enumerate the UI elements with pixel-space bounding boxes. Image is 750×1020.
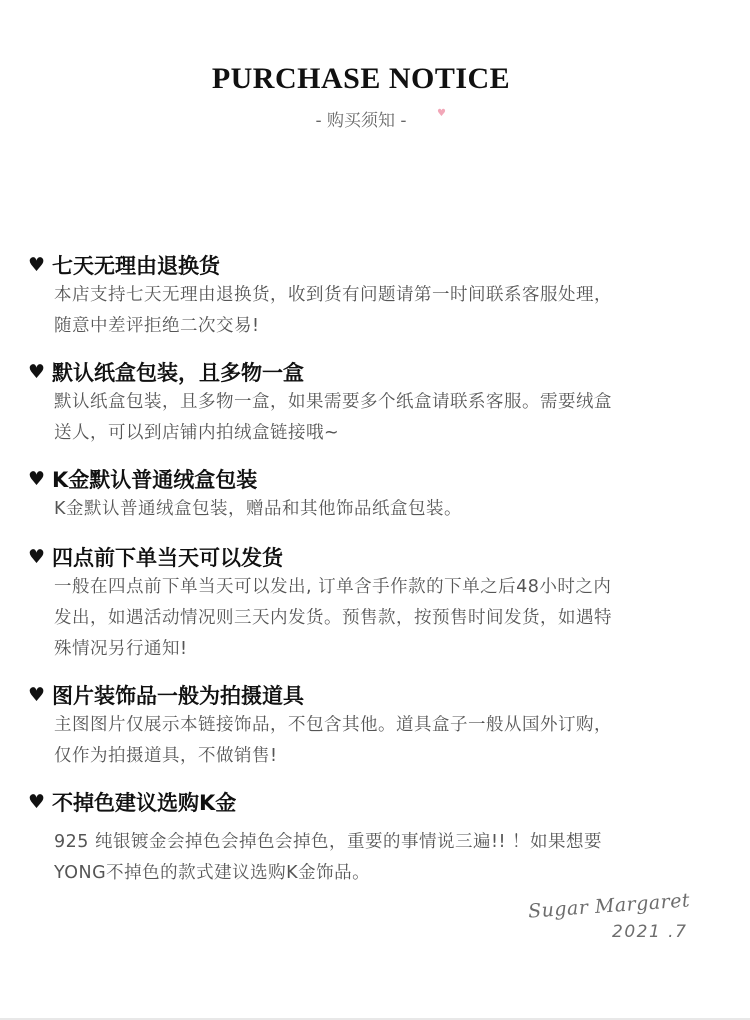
section-heading-text: 不掉色建议选购K金 xyxy=(52,791,237,815)
section-heading-text: 图片装饰品一般为拍摄道具 xyxy=(52,684,304,708)
section-body xyxy=(54,494,728,525)
signature-date: 2021 .7 xyxy=(612,922,688,942)
section-gold-packaging xyxy=(28,464,728,525)
subtitle-text: - 购买须知 - xyxy=(315,111,407,131)
body-line: 主图图片仅展示本链接饰品，不包含其他。道具盒子一般从国外订购， xyxy=(54,715,612,735)
section-body xyxy=(54,387,728,449)
section-body xyxy=(54,572,728,665)
section-packaging xyxy=(28,357,728,449)
section-heading xyxy=(28,464,728,494)
section-heading xyxy=(28,542,728,572)
heart-icon: ♥ xyxy=(28,467,46,490)
section-props xyxy=(28,680,728,772)
section-heading-text: 默认纸盒包装，且多物一盒 xyxy=(52,361,304,385)
body-line: YONG不掉色的款式建议选购K金饰品。 xyxy=(54,863,371,883)
heart-icon: ♥ xyxy=(437,108,446,119)
heart-icon: ♥ xyxy=(28,790,46,813)
section-heading xyxy=(28,787,728,817)
section-return-policy xyxy=(28,250,728,342)
body-line: 殊情况另行通知! xyxy=(54,639,188,659)
section-heading xyxy=(28,357,728,387)
body-line: 送人，可以到店铺内拍绒盒链接哦~ xyxy=(54,423,340,443)
section-heading-text: 七天无理由退换货 xyxy=(52,254,220,278)
section-heading-text: 四点前下单当天可以发货 xyxy=(52,546,283,570)
body-line: 一般在四点前下单当天可以发出, 订单含手作款的下单之后48小时之内 xyxy=(54,577,612,597)
body-line: 925 纯银镀金会掉色会掉色会掉色，重要的事情说三遍!! ！如果想要 xyxy=(54,832,603,852)
section-heading-text: K金默认普通绒盒包装 xyxy=(52,468,258,492)
section-color-fading xyxy=(28,787,728,889)
body-line: 本店支持七天无理由退换货，收到货有问题请第一时间联系客服处理， xyxy=(54,285,612,305)
heart-icon: ♥ xyxy=(28,360,46,383)
body-line: 随意中差评拒绝二次交易! xyxy=(54,316,260,336)
body-line: 仅作为拍摄道具，不做销售! xyxy=(54,746,278,766)
body-line: 默认纸盒包装，且多物一盒，如果需要多个纸盒请联系客服。需要绒盒 xyxy=(54,392,612,412)
page-subtitle xyxy=(0,106,722,131)
section-body xyxy=(54,280,728,342)
body-line: 发出，如遇活动情况则三天内发货。预售款，按预售时间发货，如遇特 xyxy=(54,608,612,628)
section-heading xyxy=(28,250,728,280)
heart-icon: ♥ xyxy=(28,253,46,276)
page-title: PURCHASE NOTICE xyxy=(211,62,511,95)
body-line: K金默认普通绒盒包装，赠品和其他饰品纸盒包装。 xyxy=(54,499,462,519)
section-body xyxy=(54,827,728,889)
section-heading xyxy=(28,680,728,710)
signature-name: Sugar Margaret xyxy=(527,889,691,923)
section-body xyxy=(54,710,728,772)
section-shipping xyxy=(28,542,728,665)
heart-icon: ♥ xyxy=(28,545,46,568)
heart-icon: ♥ xyxy=(28,683,46,706)
